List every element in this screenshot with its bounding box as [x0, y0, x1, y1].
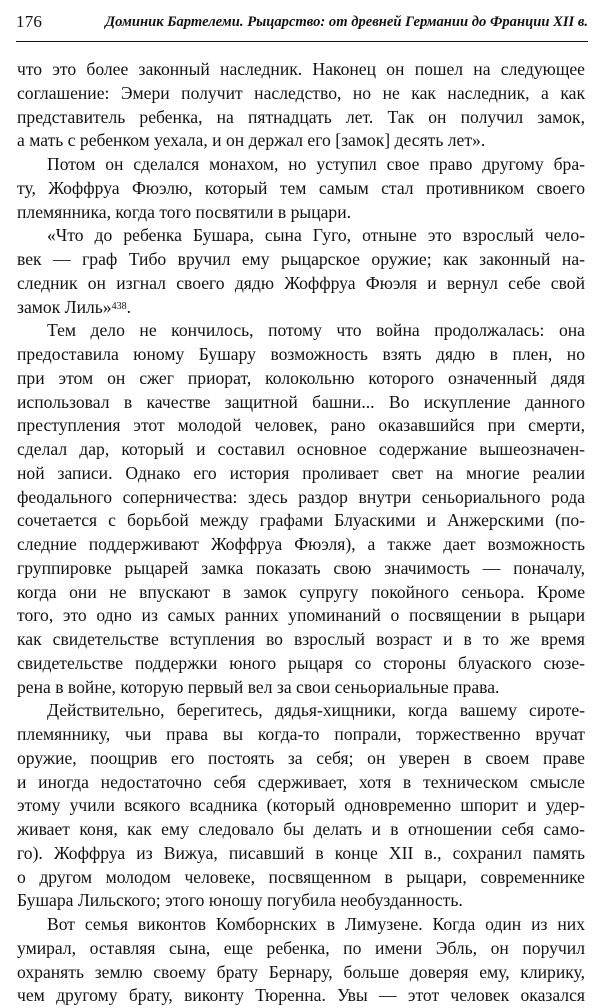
text-line: преступления этот молодой человек, рано оказавшийся при смерти,: [17, 415, 585, 436]
header-rule: [16, 41, 588, 42]
text-line: сочетается с борьбой между графами Блуаскими и Анжерскими (по-: [17, 510, 585, 531]
text-line: Потом он сделался монахом, но уступил свое право другому бра-: [47, 154, 585, 174]
text-line: оружие, поощрив его постоять за себя; он уверен в своем праве: [17, 747, 585, 768]
text-line: племянника, когда того посвятили в рыцари.: [17, 201, 352, 222]
running-header: [16, 10, 588, 40]
paragraph: [17, 153, 585, 224]
page-number: 176: [16, 12, 43, 31]
text-fragment: .: [126, 296, 131, 317]
text-line: рена в войне, которую первый вел за свои сеньориальные права.: [17, 676, 500, 697]
text-line: ту, Жоффруа Фюэлю, который тем самым стал противником своего: [17, 177, 585, 198]
text-line: и иногда недостаточно себя сдерживает, хотя в техническом смысле: [17, 771, 585, 792]
text-line: соглашение: Эмери получит наследство, но не как наследник, а как: [17, 82, 585, 103]
text-line: использовал в качестве защитной башни... Во искупление данного: [17, 391, 585, 412]
text-line: Действительно, берегитесь, дядья-хищники, когда вашему сироте-: [47, 700, 585, 721]
body-text: [17, 58, 585, 1008]
text-line: живает коня, как ему следовало бы делать и в отношении себя само-: [17, 819, 585, 839]
text-line: чем другому брату, виконту Тюренна. Увы — этот человек оказался: [17, 985, 585, 1006]
text-line: при этом он сжег приорат, колокольню которого означенный дядя: [17, 367, 585, 388]
text-line: что это более законный наследник. Наконец он пошел на следующее: [17, 59, 585, 79]
paragraph: [17, 699, 585, 913]
paragraph: [17, 58, 585, 153]
text-line: Тем дело не кончилось, потому что война продолжалась: она: [47, 320, 585, 341]
text-line: группировке рыцарей замка показать свою значимость — поначалу,: [17, 557, 585, 578]
text-fragment: замок Лиль»: [17, 296, 112, 317]
text-line: племяннику, чьи права вы когда-то попрали, торжественно вручат: [17, 724, 585, 744]
text-line: го). Жоффруа из Вижуа, писавший в конце XII в., сохранил память: [17, 842, 585, 863]
paragraph: [17, 319, 585, 699]
text-line: Бушара Лильского; этого юношу погубила необузданность.: [17, 890, 463, 911]
text-line: охранять землю своему брату Бернару, больше доверяя ему, клирику,: [17, 961, 585, 982]
text-line: представитель ребенка, на пятнадцать лет. Так он получил замок,: [17, 106, 585, 127]
text-line: следник он изгнал своего дядю Жоффруа Фюэля и вернул себе свой: [17, 272, 585, 293]
paragraph: [17, 224, 585, 319]
text-line: а мать с ребенком уехала, и он держал его [замок] десять лет».: [17, 130, 486, 151]
text-line: как свидетельстве вступления во взрослый возраст и в то же время: [17, 629, 585, 649]
text-line: Вот семья виконтов Комборнских в Лимузене. Когда один из них: [47, 914, 585, 934]
text-line: ной записи. Однако его история проливает свет на многие реалии: [17, 462, 585, 483]
text-line: когда они не впускают в замок супругу покойного сеньора. Кроме: [17, 581, 585, 602]
text-line: этому учили всякого всадника (который одновременно шпорит и удер-: [17, 795, 585, 816]
text-line: век — граф Тибо вручил ему рыцарское оружие; как законный на-: [17, 249, 585, 269]
text-line: «Что до ребенка Бушара, сына Гуго, отныне это взрослый чело-: [47, 225, 585, 246]
text-line: умирал, оставляя сына, еще ребенка, по имени Эбль, он поручил: [17, 937, 585, 958]
text-line: сделал дар, который и составил основное содержание вышеозначен-: [17, 439, 585, 459]
text-line: предоставила юному Бушару возможность взять дядю в плен, но: [17, 344, 585, 364]
paragraph: [17, 913, 585, 1008]
text-line: феодального соперничества: здесь раздор внутри сеньориального рода: [17, 486, 585, 507]
text-line: о другом молодом человеке, посвященном в рыцари, современнике: [17, 866, 585, 887]
text-line: свидетельстве поддержки юного рыцаря со стороны блуаского сюзе-: [17, 652, 585, 673]
running-title: Доминик Бартелеми. Рыцарство: от древней Германии до Франции XII в.: [105, 14, 588, 30]
text-line: [17, 296, 585, 320]
footnote-ref[interactable]: 438: [111, 300, 127, 312]
text-line: следние поддерживают Жоффруа Фюэля), а также дает возможность: [17, 534, 585, 554]
text-line: того, это одно из самых ранних упоминаний о посвящении в рыцари: [17, 605, 585, 626]
